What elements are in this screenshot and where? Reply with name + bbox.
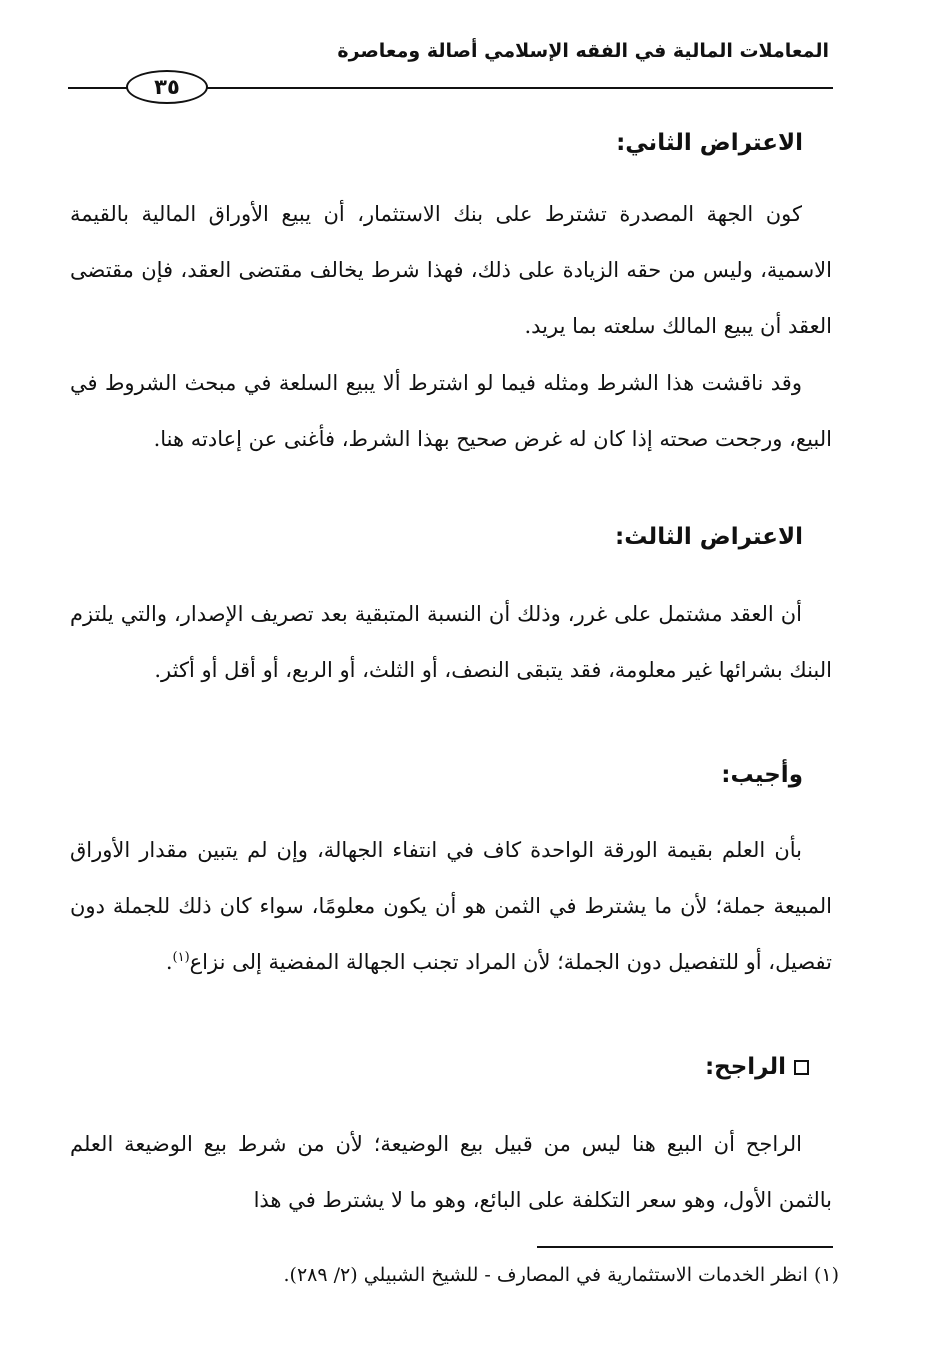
footnote-marker: (١): [813, 1264, 839, 1286]
paragraph-answer-body: [70, 822, 832, 990]
heading-objection-3: الاعتراض الثالث:: [615, 524, 803, 550]
page-number-badge: ٣٥: [126, 70, 208, 104]
paragraph-objection-3-body: [70, 586, 832, 698]
heading-preferred: [705, 1054, 809, 1080]
footnote-reference[interactable]: (١): [172, 950, 190, 965]
paragraph-text: أن العقد مشتمل على غرر، وذلك أن النسبة المتبقية بعد تصريف الإصدار، والتي يلتزم البنك بشرائها غير معلومة، فقد يتبقى النصف، أو الثلث، أو الربع، أو أقل أو أكثر.: [70, 602, 832, 682]
footnote-rule: [537, 1246, 833, 1248]
running-header-title: المعاملات المالية في الفقه الإسلامي أصالة ومعاصرة: [337, 40, 829, 62]
paragraph-text: وقد ناقشت هذا الشرط ومثله فيما لو اشترط ألا يبيع السلعة في مبحث الشروط في البيع، ورجحت صحته إذا كان له غرض صحيح بهذا الشرط، فأغنى عن إعادته هنا.: [70, 371, 832, 451]
footnote-text: انظر الخدمات الاستثمارية في المصارف - للشيخ الشبيلي (٢/ ٢٨٩).: [283, 1264, 808, 1286]
paragraph-text: بأن العلم بقيمة الورقة الواحدة كاف في انتفاء الجهالة، وإن لم يتبين مقدار الأوراق المبيعة جملة؛ لأن ما يشترط في الثمن هو أن يكون معلومًا، سواء كان ذلك للجملة دون تفصيل، أو للتفصيل دون الجملة؛ لأن المراد تجنب الجهالة المفضية إلى نزاع: [70, 838, 832, 974]
paragraph-objection-2-discussion: [70, 355, 832, 467]
checkbox-square-icon: [794, 1060, 809, 1075]
paragraph-preferred-body: [70, 1116, 832, 1228]
paragraph-objection-2-body: [70, 186, 832, 354]
paragraph-end-punctuation: .: [165, 950, 173, 974]
heading-objection-2: الاعتراض الثاني:: [616, 130, 803, 156]
heading-preferred-label: الراجح:: [704, 1054, 786, 1080]
paragraph-text: كون الجهة المصدرة تشترط على بنك الاستثمار، أن يبيع الأوراق المالية بالقيمة الاسمية، وليس من حقه الزيادة على ذلك، فهذا شرط يخالف مقتضى العقد، فإن مقتضى العقد أن يبيع المالك سلعته بما يريد.: [70, 202, 832, 338]
heading-answer: وأجيب:: [721, 762, 803, 788]
paragraph-text: الراجح أن البيع هنا ليس من قبيل بيع الوضيعة؛ لأن من شرط بيع الوضيعة العلم بالثمن الأول، وهو سعر التكلفة على البائع، وهو ما لا يشترط في هذا: [70, 1132, 832, 1212]
footnote: [99, 1264, 839, 1286]
